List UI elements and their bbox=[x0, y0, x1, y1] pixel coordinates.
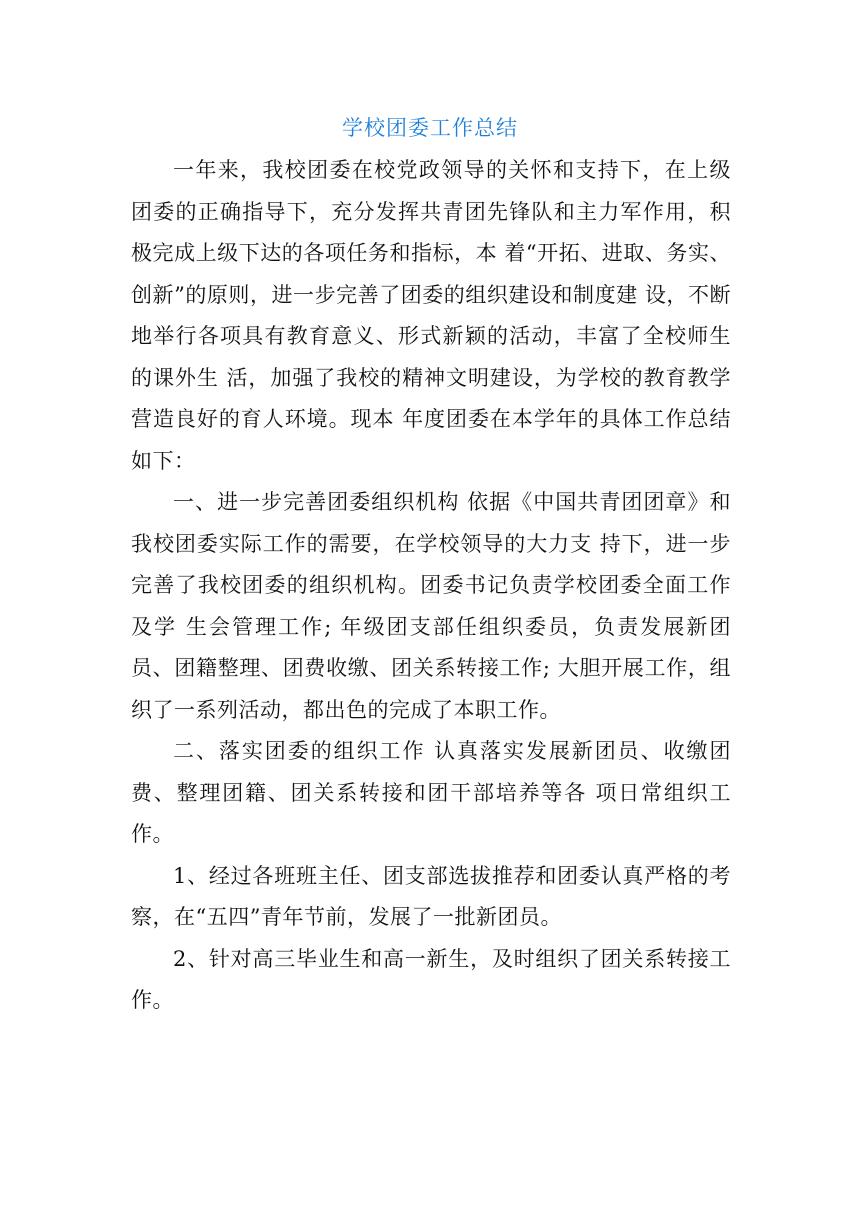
document-title: 学校团委工作总结 bbox=[342, 116, 518, 140]
paragraph-item-2: 2、针对高三毕业生和高一新生，及时组织了团关系转接工作。 bbox=[131, 946, 731, 1012]
document-body bbox=[131, 150, 731, 1022]
paragraph-section-2: 二、落实团委的组织工作 认真落实发展新团员、收缴团费、整理团籍、团关系转接和团干部培养等各 项日常组织工作。 bbox=[131, 739, 731, 846]
paragraph-intro: 一年来，我校团委在校党政领导的关怀和支持下，在上级团委的正确指导下，充分发挥共青团先锋队和主力军作用，积极完成上级下达的各项任务和指标，本 着“开拓、进取、务实、创新”的原则，进一步完善了团委的组织建设和制度建 设，不断地举行各项具有教育意义、形式新颖的活动，丰富了全校师生的课外生 活，加强了我校的精神文明建设，为学校的教育教学营造良好的育人环境。现本 年度团委在本学年的具体工作总结如下： bbox=[131, 158, 731, 473]
paragraph-item-1: 1、经过各班班主任、团支部选拔推荐和团委认真严格的考察，在“五四”青年节前，发展了一批新团员。 bbox=[131, 863, 731, 929]
paragraph-section-1: 一、进一步完善团委组织机构 依据《中国共青团团章》和我校团委实际工作的需要，在学校领导的大力支 持下，进一步完善了我校团委的组织机构。团委书记负责学校团委全面工作及学 生会管理工作; 年级团支部任组织委员，负责发展新团员、团籍整理、团费收缴、团关系转接工作; 大胆开展工作，组织了一系列活动，都出色的完成了本职工作。 bbox=[131, 490, 731, 722]
